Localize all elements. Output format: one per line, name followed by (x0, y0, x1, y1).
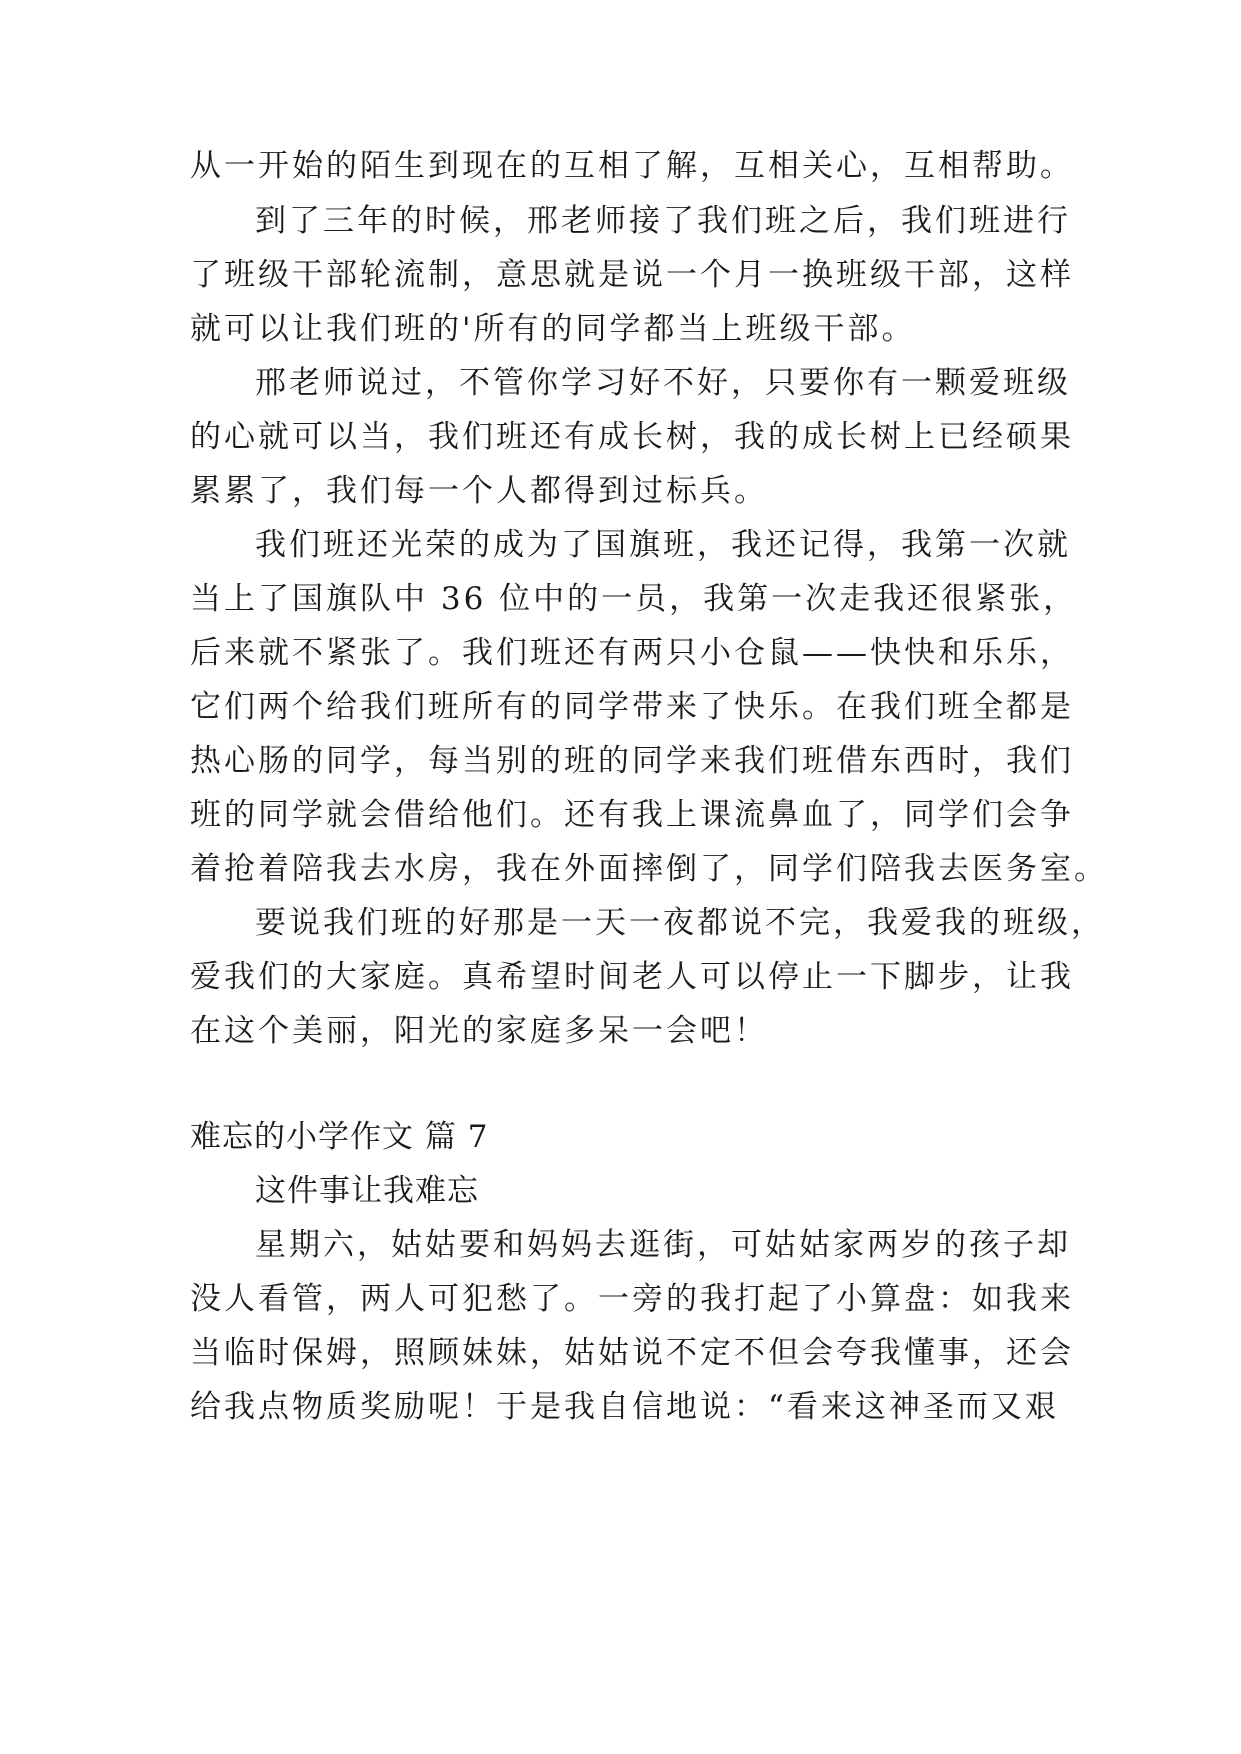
text-line: 从一开始的陌生到现在的互相了解，互相关心，互相帮助。 (190, 148, 1074, 184)
text-line: 累累了，我们每一个人都得到过标兵。 (190, 473, 768, 509)
paragraph-start-line: 邢老师说过，不管你学习好不好，只要你有一颗爱班级 (255, 365, 1071, 401)
text-line: 着抢着陪我去水房，我在外面摔倒了，同学们陪我去医务室。 (190, 851, 1108, 887)
paragraph-start-line: 我们班还光荣的成为了国旗班，我还记得，我第一次就 (255, 527, 1071, 563)
paragraph-start-line: 到了三年的时候，邢老师接了我们班之后，我们班进行 (255, 203, 1071, 239)
text-line: 当临时保姆，照顾妹妹，姑姑说不定不但会夸我懂事，还会 (190, 1335, 1074, 1371)
paragraph-start-line: 要说我们班的好那是一天一夜都说不完，我爱我的班级， (255, 905, 1105, 941)
essay-title: 这件事让我难忘 (255, 1173, 479, 1209)
text-line: 没人看管，两人可犯愁了。一旁的我打起了小算盘：如我来 (190, 1281, 1074, 1317)
text-line: 就可以让我们班的'所有的同学都当上班级干部。 (190, 311, 916, 347)
text-line: 热心肠的同学，每当别的班的同学来我们班借东西时，我们 (190, 743, 1074, 779)
text-line: 爱我们的大家庭。真希望时间老人可以停止一下脚步，让我 (190, 959, 1074, 995)
text-line: 了班级干部轮流制，意思就是说一个月一换班级干部，这样 (190, 257, 1074, 293)
text-line: 它们两个给我们班所有的同学带来了快乐。在我们班全都是 (190, 689, 1074, 725)
text-line: 班的同学就会借给他们。还有我上课流鼻血了，同学们会争 (190, 797, 1074, 833)
text-line: 的心就可以当，我们班还有成长树，我的成长树上已经硕果 (190, 419, 1074, 455)
section-heading: 难忘的小学作文 篇 7 (190, 1119, 489, 1155)
text-line: 给我点物质奖励呢！于是我自信地说：“看来这神圣而又艰 (190, 1389, 1059, 1425)
paragraph-start-line: 星期六，姑姑要和妈妈去逛街，可姑姑家两岁的孩子却 (255, 1227, 1071, 1263)
text-line: 后来就不紧张了。我们班还有两只小仓鼠——快快和乐乐， (190, 635, 1074, 671)
text-line: 在这个美丽，阳光的家庭多呆一会吧！ (190, 1013, 768, 1049)
text-line: 当上了国旗队中 36 位中的一员，我第一次走我还很紧张， (190, 581, 1078, 617)
